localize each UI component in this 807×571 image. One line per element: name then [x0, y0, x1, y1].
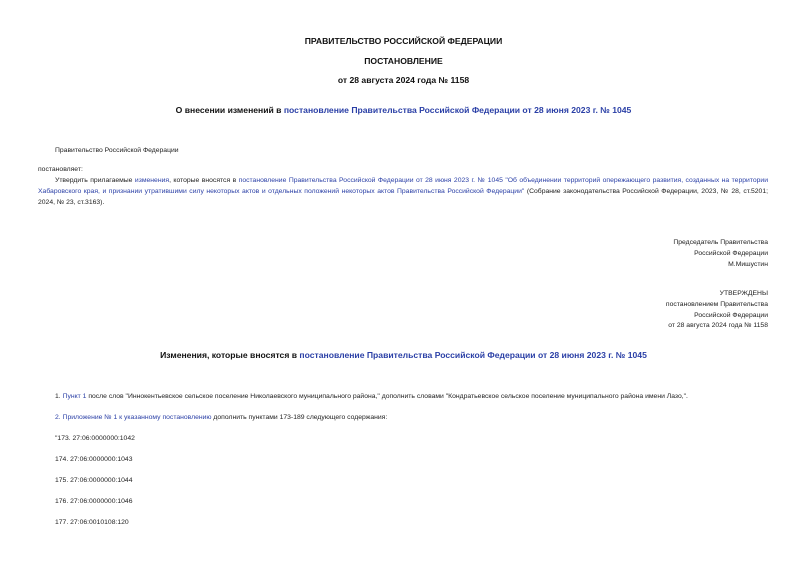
list-item: 174. 27:06:0000000:1043 — [55, 456, 133, 463]
approved-line-4: от 28 августа 2024 года № 1158 — [668, 322, 768, 330]
signature-line-3: М.Мишустин — [728, 260, 768, 268]
changes-link[interactable]: изменения — [134, 177, 170, 184]
signature-line-1: Председатель Правительства — [673, 239, 768, 246]
item2-link[interactable]: 2. Приложение № 1 к указанному постановлению — [55, 414, 212, 421]
org-heading: ПРАВИТЕЛЬСТВО РОССИЙСКОЙ ФЕДЕРАЦИИ — [304, 36, 503, 46]
decree-link[interactable]: постановление Правительства Российской Федерации от 28 июня 2023 г. № 1045 "Об объединении территорий опережающего развития, созданных на территории Хабаровского края, и признании утратившими силу некоторых актов и отдельных положений некоторых актов Правительства Российской Федерации" — [38, 177, 769, 195]
main-paragraph — [38, 176, 768, 208]
item1-number: 1. — [55, 393, 63, 400]
doc-type-heading: ПОСТАНОВЛЕНИЕ — [364, 56, 443, 66]
list-item: 175. 27:06:0000000:1044 — [55, 477, 133, 484]
list-item: 176. 27:06:0000000:1046 — [55, 498, 133, 505]
title-prefix: О внесении изменений в — [175, 105, 284, 115]
list-item: "173. 27:06:0000000:1042 — [55, 435, 135, 442]
para-text-1: Утвердить прилагаемые — [55, 177, 135, 184]
signature-line-2: Российской Федерации — [694, 249, 768, 257]
government-text: Правительство Российской Федерации — [55, 147, 179, 154]
para-text-2: , которые вносятся в — [169, 177, 239, 184]
title-link[interactable]: постановление Правительства Российской Федерации от 28 июня 2023 г. № 1045 — [283, 105, 632, 115]
changes-title-prefix: Изменения, которые вносятся в — [160, 350, 300, 360]
changes-title-link[interactable]: постановление Правительства Российской Федерации от 28 июня 2023 г. № 1045 — [299, 350, 647, 360]
changes-title — [0, 350, 807, 360]
signature-block — [673, 238, 768, 270]
para-text-3: (Собрание законодательства Российской Федерации, 2023, № 28, ст.5201; 2024, № 23, ст.3163). — [38, 187, 768, 206]
item1-text: после слов "Иннокентьевское сельское поселение Николаевского муниципального района," дополнить словами "Кондратьевское сельское поселение муниципального района имени Лазо,". — [86, 393, 688, 400]
approved-line-3: Российской Федерации — [694, 311, 768, 319]
list-item: 177. 27:06:0010108:120 — [55, 519, 129, 526]
change-item-1 — [55, 392, 688, 403]
document-title — [0, 105, 807, 115]
item1-link[interactable]: Пункт 1 — [62, 393, 87, 400]
change-item-2 — [55, 413, 387, 424]
approved-line-2: постановлением Правительства — [665, 300, 768, 308]
item2-text: дополнить пунктами 173-189 следующего содержания: — [211, 414, 388, 421]
approved-block — [666, 289, 768, 332]
date-number-heading: от 28 августа 2024 года № 1158 — [337, 75, 470, 85]
approved-line-1: УТВЕРЖДЕНЫ — [719, 290, 768, 297]
decrees-text: постановляет: — [38, 166, 83, 173]
